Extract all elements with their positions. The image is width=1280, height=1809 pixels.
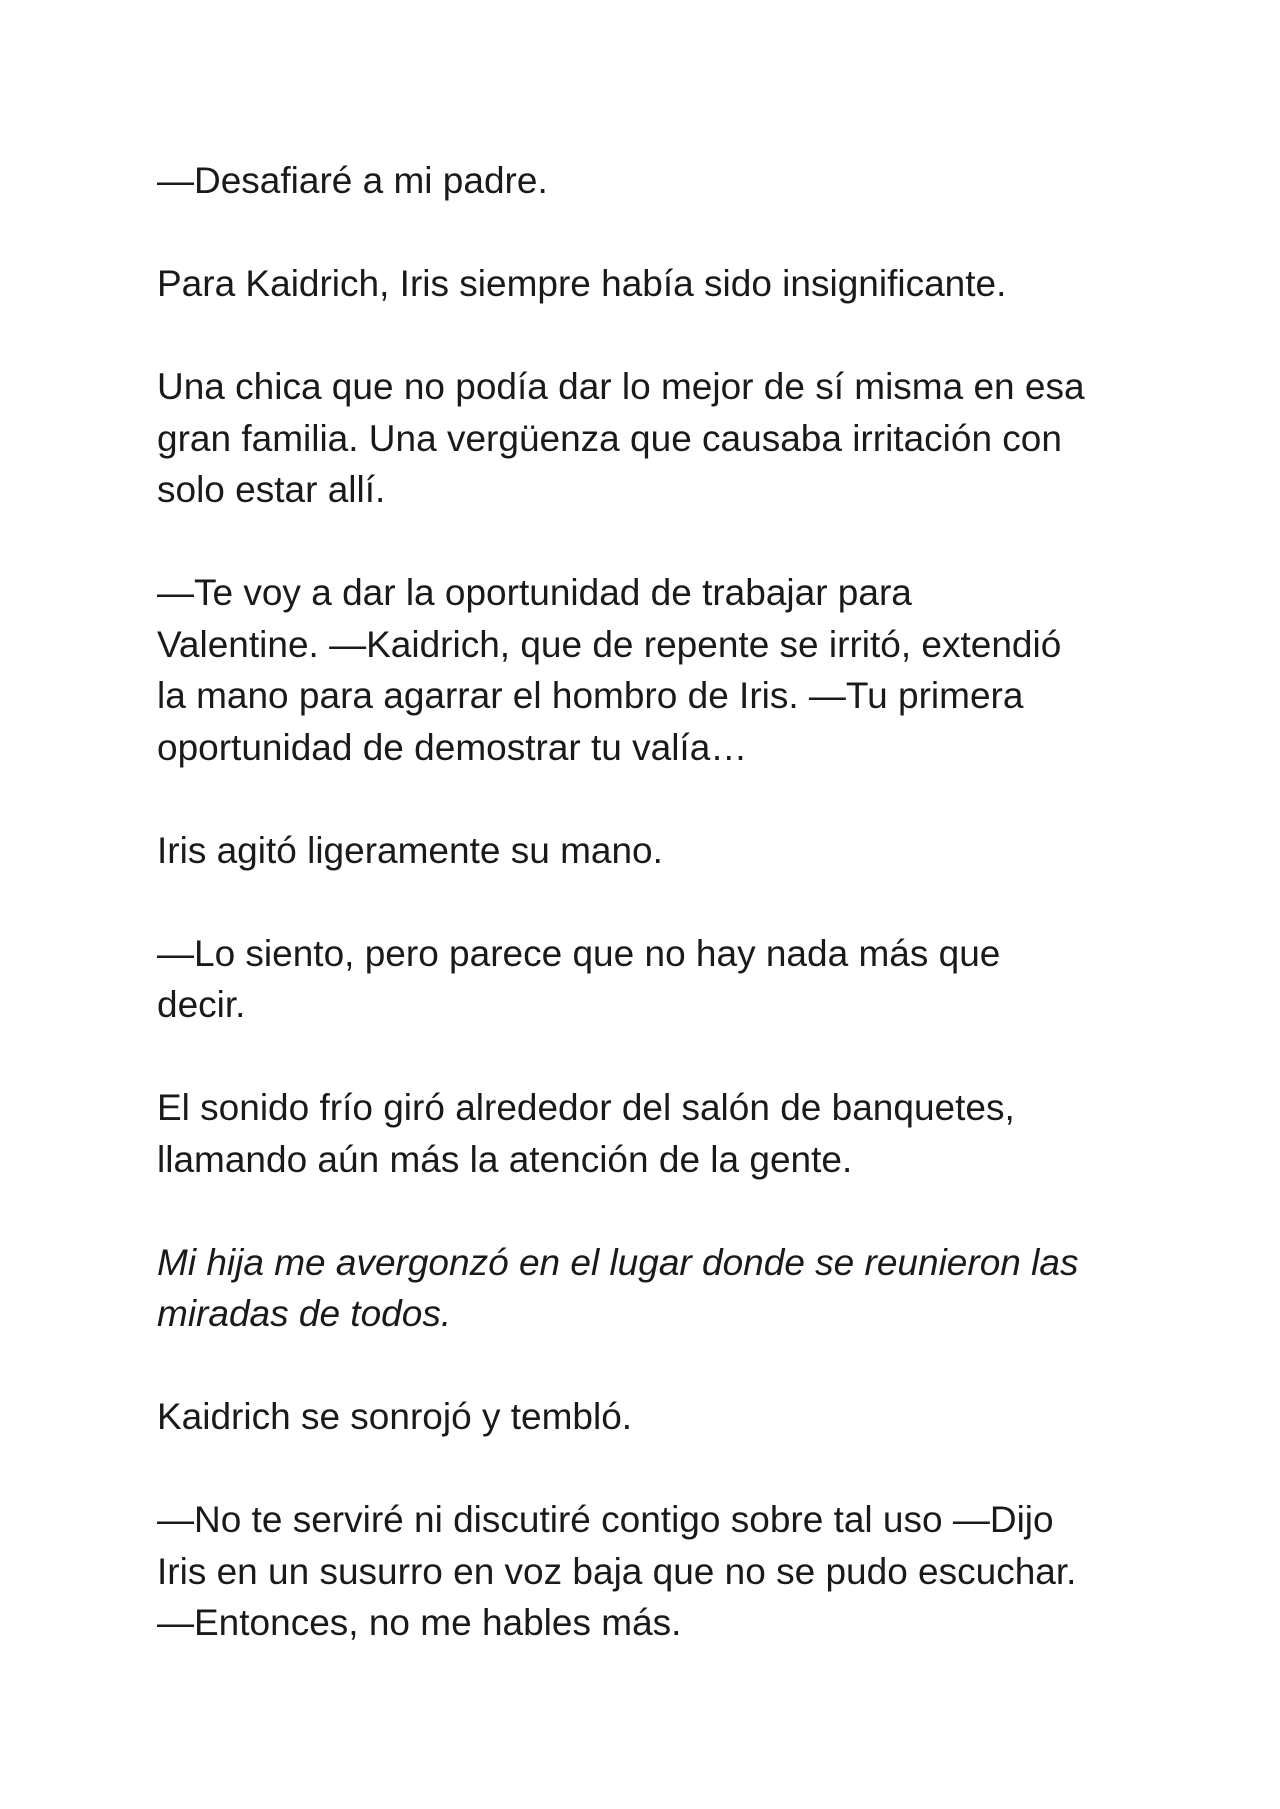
text-line: Una chica que no podía dar lo mejor de sí misma en esa <box>157 366 1085 407</box>
paragraph-9 <box>157 1391 1157 1443</box>
text-line: Mi hija me avergonzó en el lugar donde se reunieron las <box>157 1241 1079 1283</box>
text-line: —Desafiaré a mi padre. <box>157 160 548 201</box>
text-line: gran familia. Una vergüenza que causaba irritación con <box>157 417 1062 459</box>
paragraph-10 <box>157 1494 1157 1649</box>
text-line: la mano para agarrar el hombro de Iris. —Tu primera <box>157 675 1024 716</box>
text-line: —Entonces, no me hables más. <box>157 1602 682 1643</box>
paragraph-2 <box>157 258 1157 310</box>
paragraph-1 <box>157 155 1157 207</box>
text-line: Iris agitó ligeramente su mano. <box>157 829 663 871</box>
text-line: llamando aún más la atención de la gente. <box>157 1138 853 1180</box>
text-line: Kaidrich se sonrojó y tembló. <box>157 1396 633 1437</box>
text-line: solo estar allí. <box>157 469 386 510</box>
text-line: decir. <box>157 984 246 1025</box>
text-body <box>157 155 1157 1700</box>
text-line: Para Kaidrich, Iris siempre había sido insignificante. <box>157 263 1007 304</box>
text-line: —Lo siento, pero parece que no hay nada más que <box>157 932 1001 974</box>
paragraph-8-italic-thought <box>157 1237 1157 1340</box>
text-line: El sonido frío giró alrededor del salón de banquetes, <box>157 1087 1015 1128</box>
paragraph-3 <box>157 361 1157 516</box>
text-line: oportunidad de demostrar tu valía… <box>157 726 748 768</box>
text-line: Iris en un susurro en voz baja que no se pudo escuchar. <box>157 1550 1077 1592</box>
text-line: —No te serviré ni discutiré contigo sobre tal uso —Dijo <box>157 1499 1054 1540</box>
paragraph-4 <box>157 567 1157 773</box>
paragraph-6 <box>157 928 1157 1031</box>
text-line: —Te voy a dar la oportunidad de trabajar para <box>157 572 912 613</box>
paragraph-5 <box>157 825 1157 877</box>
text-line: Valentine. —Kaidrich, que de repente se irritó, extendió <box>157 623 1062 665</box>
paragraph-7 <box>157 1082 1157 1185</box>
text-line: miradas de todos. <box>157 1293 452 1334</box>
